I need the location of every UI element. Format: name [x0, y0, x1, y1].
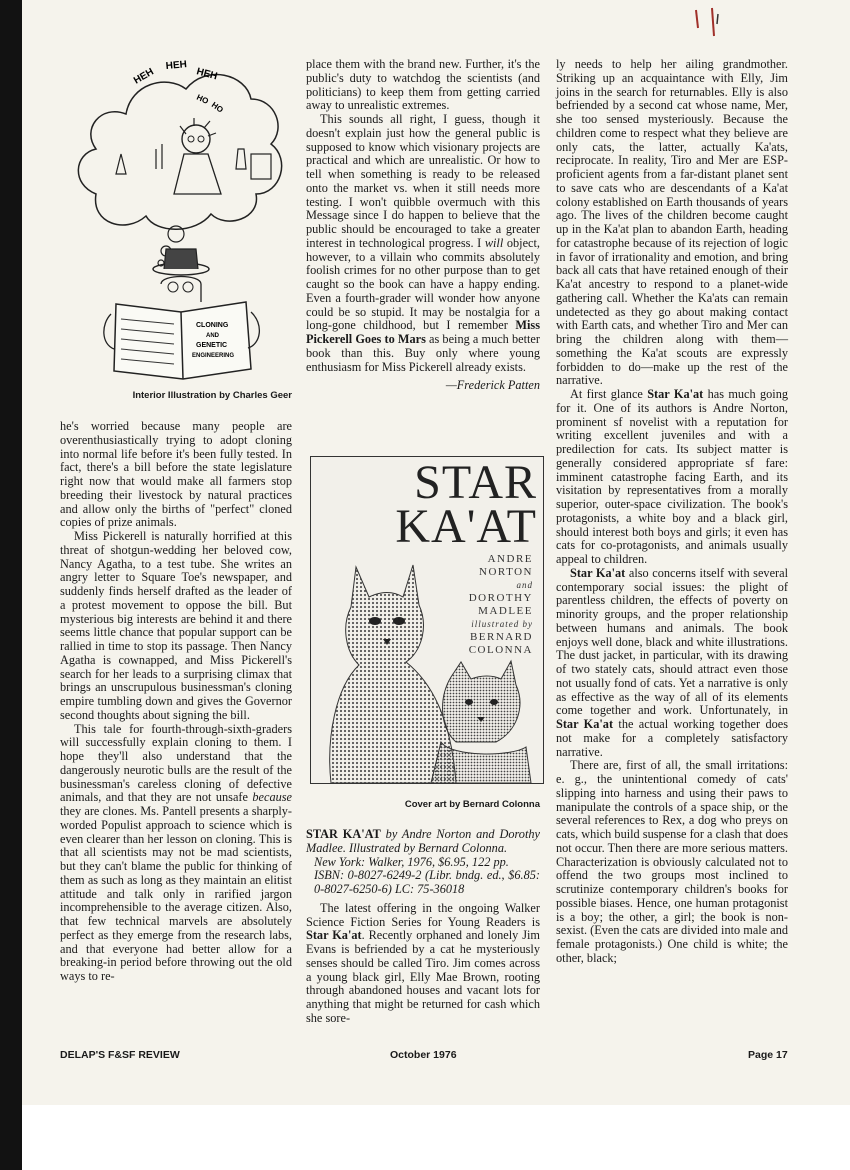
cats-drawing: [311, 557, 543, 783]
speech-ho-2: HO: [209, 100, 225, 115]
book-label-3: GENETIC: [196, 342, 228, 349]
publication-info: New York: Walker, 1976, $6.95, 122 pp. ISBN: 0-8027-6249-2 (Libr. bndg. ed., $6.85: 0-8027-6250-6) LC: 75-36018: [314, 854, 540, 896]
speech-heh-2: HEH: [165, 59, 188, 72]
paragraph: At first glance Star Ka'at has much going for it. One of its authors is Andre Norton, prominent sf novelist with a reputation for writing excellent juveniles and with a predilection for cats. Its subject matter is generally considered appropriate sf fare: imminent catastrophe facing Earth, and its visitation by representatives from a morally superior, outer-space civilization. The book's protagonists, a white boy and a black girl, should interest both boys and girls; it even has cats for co-protagonists, and animals usually appeal to children.: [556, 387, 788, 566]
footer-page-number: Page 17: [748, 1049, 788, 1061]
paragraph: There are, first of all, the small irritations: e. g., the unintentional comedy of cats' slipping into harness and using their paws to manipulate the controls of a space ship, or the several references to Rex, a dog who preys on cats, which build suspense for a clash that does not occur. Then there are more serious matters. Characterization is obviously calculated not to offend the two groups most inclined to scrutinize contemporary children's books for possible biases. Hence, one human protagonist is a boy; the other, a girl; the book is non-sexist. (Even the cats are divided into male and female protagonists.) One child is white; the other, black;: [556, 758, 788, 965]
footer-magazine-title: DELAP'S F&SF REVIEW: [60, 1049, 180, 1061]
illustration-caption: Interior Illustration by Charles Geer: [132, 390, 292, 401]
paragraph: This tale for fourth-through-sixth-graders will successfully explain cloning to them. I hope they'll also understand that the dangerously neurotic bulls are the result of the businessman's careless cloning of defective animals, and that they are not unsafe because they are clones. Ms. Pantell presents a sharply-worded Populist approach to science which is even clearer than her lesson on cloning. This is that all scientists may not be mad scientists, but they can't blame the public for thinking of them as such as long as they maintain an elitist attitude and talk only in rarified jargon incomprehensible to the average citizen. Also, that few technical marvels are absolutely perfect as they emerge from the research labs, and that everyone had better allow for a breaking-in period before throwing out the old ways to re-: [60, 721, 292, 983]
column-left: [60, 420, 292, 984]
scan-edge-dark: [0, 0, 22, 1170]
book-label-2: AND: [206, 333, 219, 339]
book-heading: STAR KA'AT by Andre Norton and Dorothy Madlee. Illustrated by Bernard Colonna.: [306, 827, 540, 855]
column-middle: [306, 58, 540, 393]
cover-caption: Cover art by Bernard Colonna: [404, 799, 540, 810]
scan-margin: [22, 1105, 850, 1170]
paragraph: place them with the brand new. Further, it's the public's duty to watchdog the scientists (and politicians) to keep them from getting carried away to unrealistic extremes.: [306, 57, 540, 113]
speech-heh-3: HEH: [195, 66, 219, 83]
reviewer-signature: —Frederick Patten: [445, 378, 540, 393]
paragraph: The latest offering in the ongoing Walker Science Fiction Series for Young Readers is Star Ka'at. Recently orphaned and lonely Jim Evans is befriended by a cat he mysteriously senses should be called Tiro. Jim comes across a young black girl, Elly Mae Brown, rooting through abandoned houses and vacant lots for anything that might be returned for cash which she sore-: [306, 900, 540, 1025]
cover-authors: ANDRE NORTON and DOROTHY MADLEE illustrated by BERNARD COLONNA: [468, 553, 533, 656]
paragraph: he's worried because many people are overenthusiastically trying to adopt cloning into normal life before it's been fully tested. In fact, there's a bill before the state legislature right now that would make all farmers stop breeding their livestock by natural practices and allow only the births of "perfect" cloned copies of prize animals.: [60, 419, 292, 530]
book-label-4: ENGINEERING: [192, 353, 235, 359]
speech-heh-1: HEH: [132, 66, 156, 87]
book-label-1: CLONING: [196, 322, 229, 329]
book-review-entry: [306, 828, 540, 1026]
speech-ho-1: HO: [195, 92, 210, 106]
footer-date: October 1976: [390, 1049, 457, 1061]
cloning-cartoon-illustration: [66, 44, 286, 384]
paragraph: Star Ka'at also concerns itself with several contemporary social issues: the plight of parentless children, the effects of poverty on minority groups, and the proper relationship between humans and animals. The book enjoys well done, black and white illustrations. The dust jacket, in particular, with its drawing of two stately cats, should attract even those not usually fond of cats. Yet a narrative is only as effective as the way of all of its elements come together and work. Unfortunately, in Star Ka'at the actual working together does not make for a completely satisfactory narrative.: [556, 565, 788, 759]
cover-title: STAR KA'AT: [395, 456, 537, 553]
paragraph: This sounds all right, I guess, though it doesn't explain just how the general public is supposed to know which visionary projects are practical and which are unrealistic. Or how to tell when something is ready to be released onto the market vs. when it still needs more testing. I won't quibble overmuch with this Message since I do happen to believe that the public should be encouraged to take a greater interest in technological progress. I will object, however, to a villain who commits absolutely foolish crimes for no other purpose than to get caught so the book can have a happy ending. Even a fourth-grader will wonder how anyone could be so stupid. It may be nostalgia for a long-gone childhood, but I remember Miss Pickerell Goes to Mars as being a much better book than this. Buy only where young enthusiasm for Miss Pickerell already exists.: [306, 112, 540, 374]
book-cover-image: [310, 456, 544, 784]
column-right: [556, 58, 788, 966]
paragraph: ly needs to help her ailing grandmother. Striking up an acquaintance with Elly, Jim joins in the search for returnables. Elly is also befriended by a second cat whose name, Mer, she too sensed mysteriously. Because the children come to respect what they believe are only cats, the latter, actually Ka'ats, reciprocate. In reality, Tiro and Mer are ESP-proficient agents from a far-distant planet sent to save cats who are descendants of a Ka'at colony established on Earth thousands of years ago. The lives of the children become caught up in the Ka'at plan to abandon Earth, heading for catastrophe because of its rejection of logic in favor of irrationality and emotion, and bring back all cats that have retained enough of their Ka'at ancestry to respond to a planet-wide gathering call. Whether the Ka'ats can remain undetected as they go about making contact with Earth cats, and whether Tiro and Mer can bring the children along with them—something the Ka'at scouts are expressly forbidden to do—make up the rest of the narrative.: [556, 57, 788, 388]
paragraph: Miss Pickerell is naturally horrified at this threat of shotgun-wedding her beloved cow, Nancy Agatha, to a test tube. She writes an angry letter to Square Toe's newspaper, and suddenly finds herself drafted as the leader of a protest movement to oppose the bill. But mysterious big interests are behind it and there seems little chance that popular support can be rallied in time to stop its passage. Then Nancy Agatha is cownapped, and Miss Pickerell's search for her leads to a surprising climax that brings an unscrupulous businessman's cloning empire tumbling down and gives the Governor second thoughts about signing the bill.: [60, 529, 292, 722]
